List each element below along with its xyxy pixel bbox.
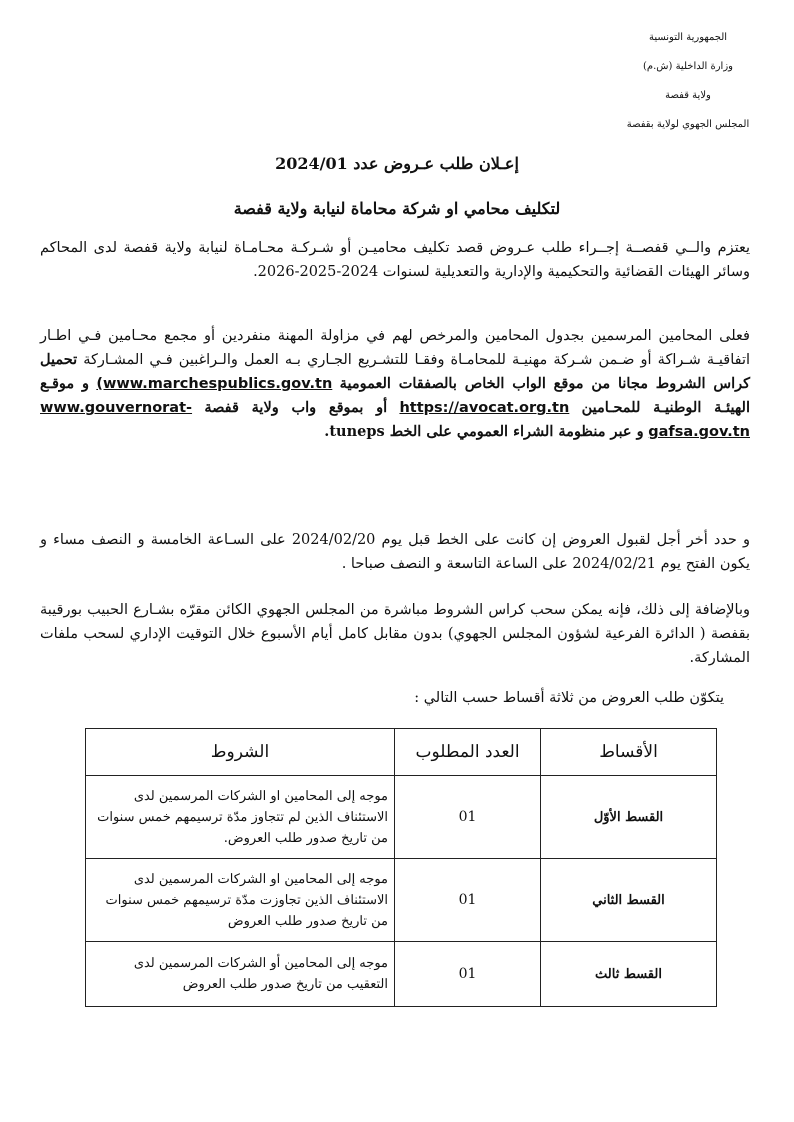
table-intro: يتكوّن طلب العروض من ثلاثة أقساط حسب التالي : <box>414 690 724 706</box>
link-gouvernorat-gafsa[interactable]: www.gouvernorat-gafsa.gov.tn <box>40 400 750 440</box>
installment-cell: القسط الأوّل <box>541 776 717 859</box>
table-row <box>86 942 717 1007</box>
paragraph-download-info <box>40 324 750 444</box>
letterhead-council: المجلس الجهوي لولاية بقفصة <box>626 119 750 130</box>
letterhead-governorate: ولاية قفصة <box>665 90 711 101</box>
header-conditions: الشروط <box>86 729 395 776</box>
document-title: إعـلان طلب عـروض عدد 2024/01 <box>275 154 519 173</box>
count-cell: 01 <box>395 776 541 859</box>
link-marchespublics[interactable]: (www.marchespublics.gov.tn <box>96 376 333 392</box>
conditions-cell: موجه إلى المحامين أو الشركات المرسمين لدى التعقيب من تاريخ صدور طلب العروض <box>86 942 395 1007</box>
paragraph-download-connector1: و موقـع الهيئـة الوطنيـة للمحـامين <box>40 375 750 416</box>
table-row <box>86 776 717 859</box>
paragraph-download-text: فعلى المحامين المرسمين بجدول المحامين والمرخص لهم في مزاولة المهنة منفردين أو مجمع محـامين فـي اطـار اتفاقيـة شـراكة أو ضـمن شـركة مهنيـة للمحامـاة وفقـا للتشـريع الجـاري بـه العمل والـراغبين فـي المشـاركة <box>40 328 751 368</box>
paragraph-download-connector3: و عبر منظومة الشراء العمومي على الخط tuneps. <box>324 423 644 440</box>
count-cell: 01 <box>395 942 541 1007</box>
letterhead-ministry: وزارة الداخلية (ش.م) <box>643 61 733 72</box>
conditions-cell: موجه إلى المحامين او الشركات المرسمين لدى الاستئناف الذين لم تتجاوز مدّة ترسيمهم خمس سنوات من تاريخ صدور طلب العروض. <box>86 776 395 859</box>
table-header-row <box>86 729 717 776</box>
table-row <box>86 859 717 942</box>
installment-cell: القسط ثالث <box>541 942 717 1007</box>
letterhead-republic: الجمهورية التونسية <box>648 32 728 43</box>
header-installments: الأقساط <box>541 729 717 776</box>
letterhead <box>618 32 758 148</box>
paragraph-intro: يعتزم والــي قفصــة إجــراء طلب عـروض قصد تكليف محاميـن أو شـركـة محـامـاة لنيابة ولاية قفصة لدى المحاكم وسائر الهيئات القضائية والتحكيمية والإدارية والتعديلية لسنوات 2024-2025-2026. <box>40 240 750 280</box>
header-count: العدد المطلوب <box>395 729 541 776</box>
conditions-cell: موجه إلى المحامين او الشركات المرسمين لدى الاستئناف الذين تجاوزت مدّة ترسيمهم خمس سنوات من تاريخ صدور طلب العروض <box>86 859 395 942</box>
paragraph-deadline: و حدد أخر أجل لقبول العروض إن كانت على الخط قبل يوم 2024/02/20 على السـاعة الخامسة و النصف مساء و يكون الفتح يوم 2024/02/21 على الساعة التاسعة و النصف صباحا . <box>40 532 751 572</box>
installment-cell: القسط الثاني <box>541 859 717 942</box>
document-subtitle: لتكليف محامي او شركة محاماة لنيابة ولاية قفصة <box>233 199 561 218</box>
paragraph-download-bold: تحميل كراس الشروط مجانا من موقع الواب الخاص بالصفقات العمومية <box>40 351 751 392</box>
paragraph-withdrawal: وبالإضافة إلى ذلك، فإنه يمكن سحب كراس الشروط مباشرة من المجلس الجهوي الكائن مقرّه بشـارع الحبيب بورقيبة بقفصة ( الدائرة الفرعية لشؤون المجلس الجهوي) بدون مقابل كامل أيام الأسبوع خلال التوقيت الإداري لسحب ملفات المشاركة. <box>40 602 750 666</box>
installments-table <box>85 728 717 1007</box>
count-cell: 01 <box>395 859 541 942</box>
link-avocat[interactable]: https://avocat.org.tn <box>399 400 570 416</box>
paragraph-download-connector2: أو بموقع واب ولاية قفصة <box>204 399 388 416</box>
